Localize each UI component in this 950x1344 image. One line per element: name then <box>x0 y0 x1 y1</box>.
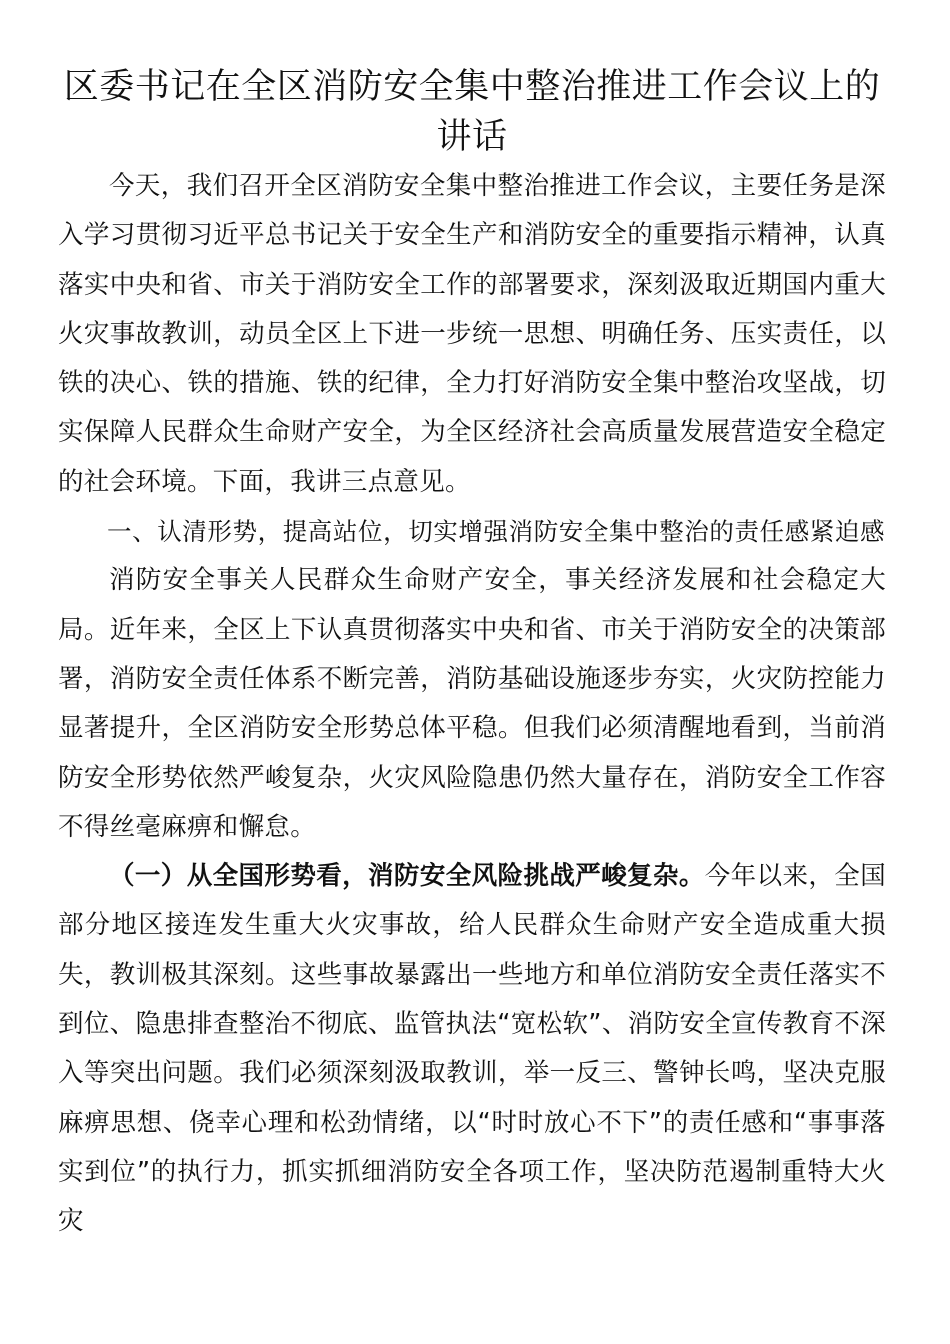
document-title: 区委书记在全区消防安全集中整治推进工作会议上的讲话 <box>63 67 881 157</box>
national-situation-paragraph <box>58 852 886 1246</box>
intro-paragraph: 今天，我们召开全区消防安全集中整治推进工作会议，主要任务是深入学习贯彻习近平总书记关于安全生产和消防安全的重要指示精神，认真落实中央和省、市关于消防安全工作的部署要求，深刻汲取近期国内重大火灾事故教训，动员全区上下进一步统一思想、明确任务、压实责任，以铁的决心、铁的措施、铁的纪律，全力打好消防安全集中整治攻坚战，切实保障人民群众生命财产安全，为全区经济社会高质量发展营造安全稳定的社会环境。下面，我讲三点意见。 <box>58 171 886 497</box>
subsection-body: 今年以来，全国部分地区接连发生重大火灾事故，给人民群众生命财产安全造成重大损失，教训极其深刻。这些事故暴露出一些地方和单位消防安全责任落实不到位、隐患排查整治不彻底、监管执法“宽松软”、消防安全宣传教育不深入等突出问题。我们必须深刻汲取教训，举一反三、警钟长鸣，坚决克服麻痹思想、侥幸心理和松劲情绪，以“时时放心不下”的责任感和“事事落实到位”的执行力，抓实抓细消防安全各项工作，坚决防范遏制重特大火灾 <box>58 861 886 1237</box>
situation-paragraph: 消防安全事关人民群众生命财产安全，事关经济发展和社会稳定大局。近年来，全区上下认真贯彻落实中央和省、市关于消防安全的决策部署，消防安全责任体系不断完善，消防基础设施逐步夯实，火灾防控能力显著提升，全区消防安全形势总体平稳。但我们必须清醒地看到，当前消防安全形势依然严峻复杂，火灾风险隐患仍然大量存在，消防安全工作容不得丝毫麻痹和懈怠。 <box>58 565 886 842</box>
subsection-lead: （一）从全国形势看，消防安全风险挑战严峻复杂。 <box>109 861 705 892</box>
section-one-heading: 一、认清形势，提高站位，切实增强消防安全集中整治的责任感紧迫感 <box>107 517 886 547</box>
